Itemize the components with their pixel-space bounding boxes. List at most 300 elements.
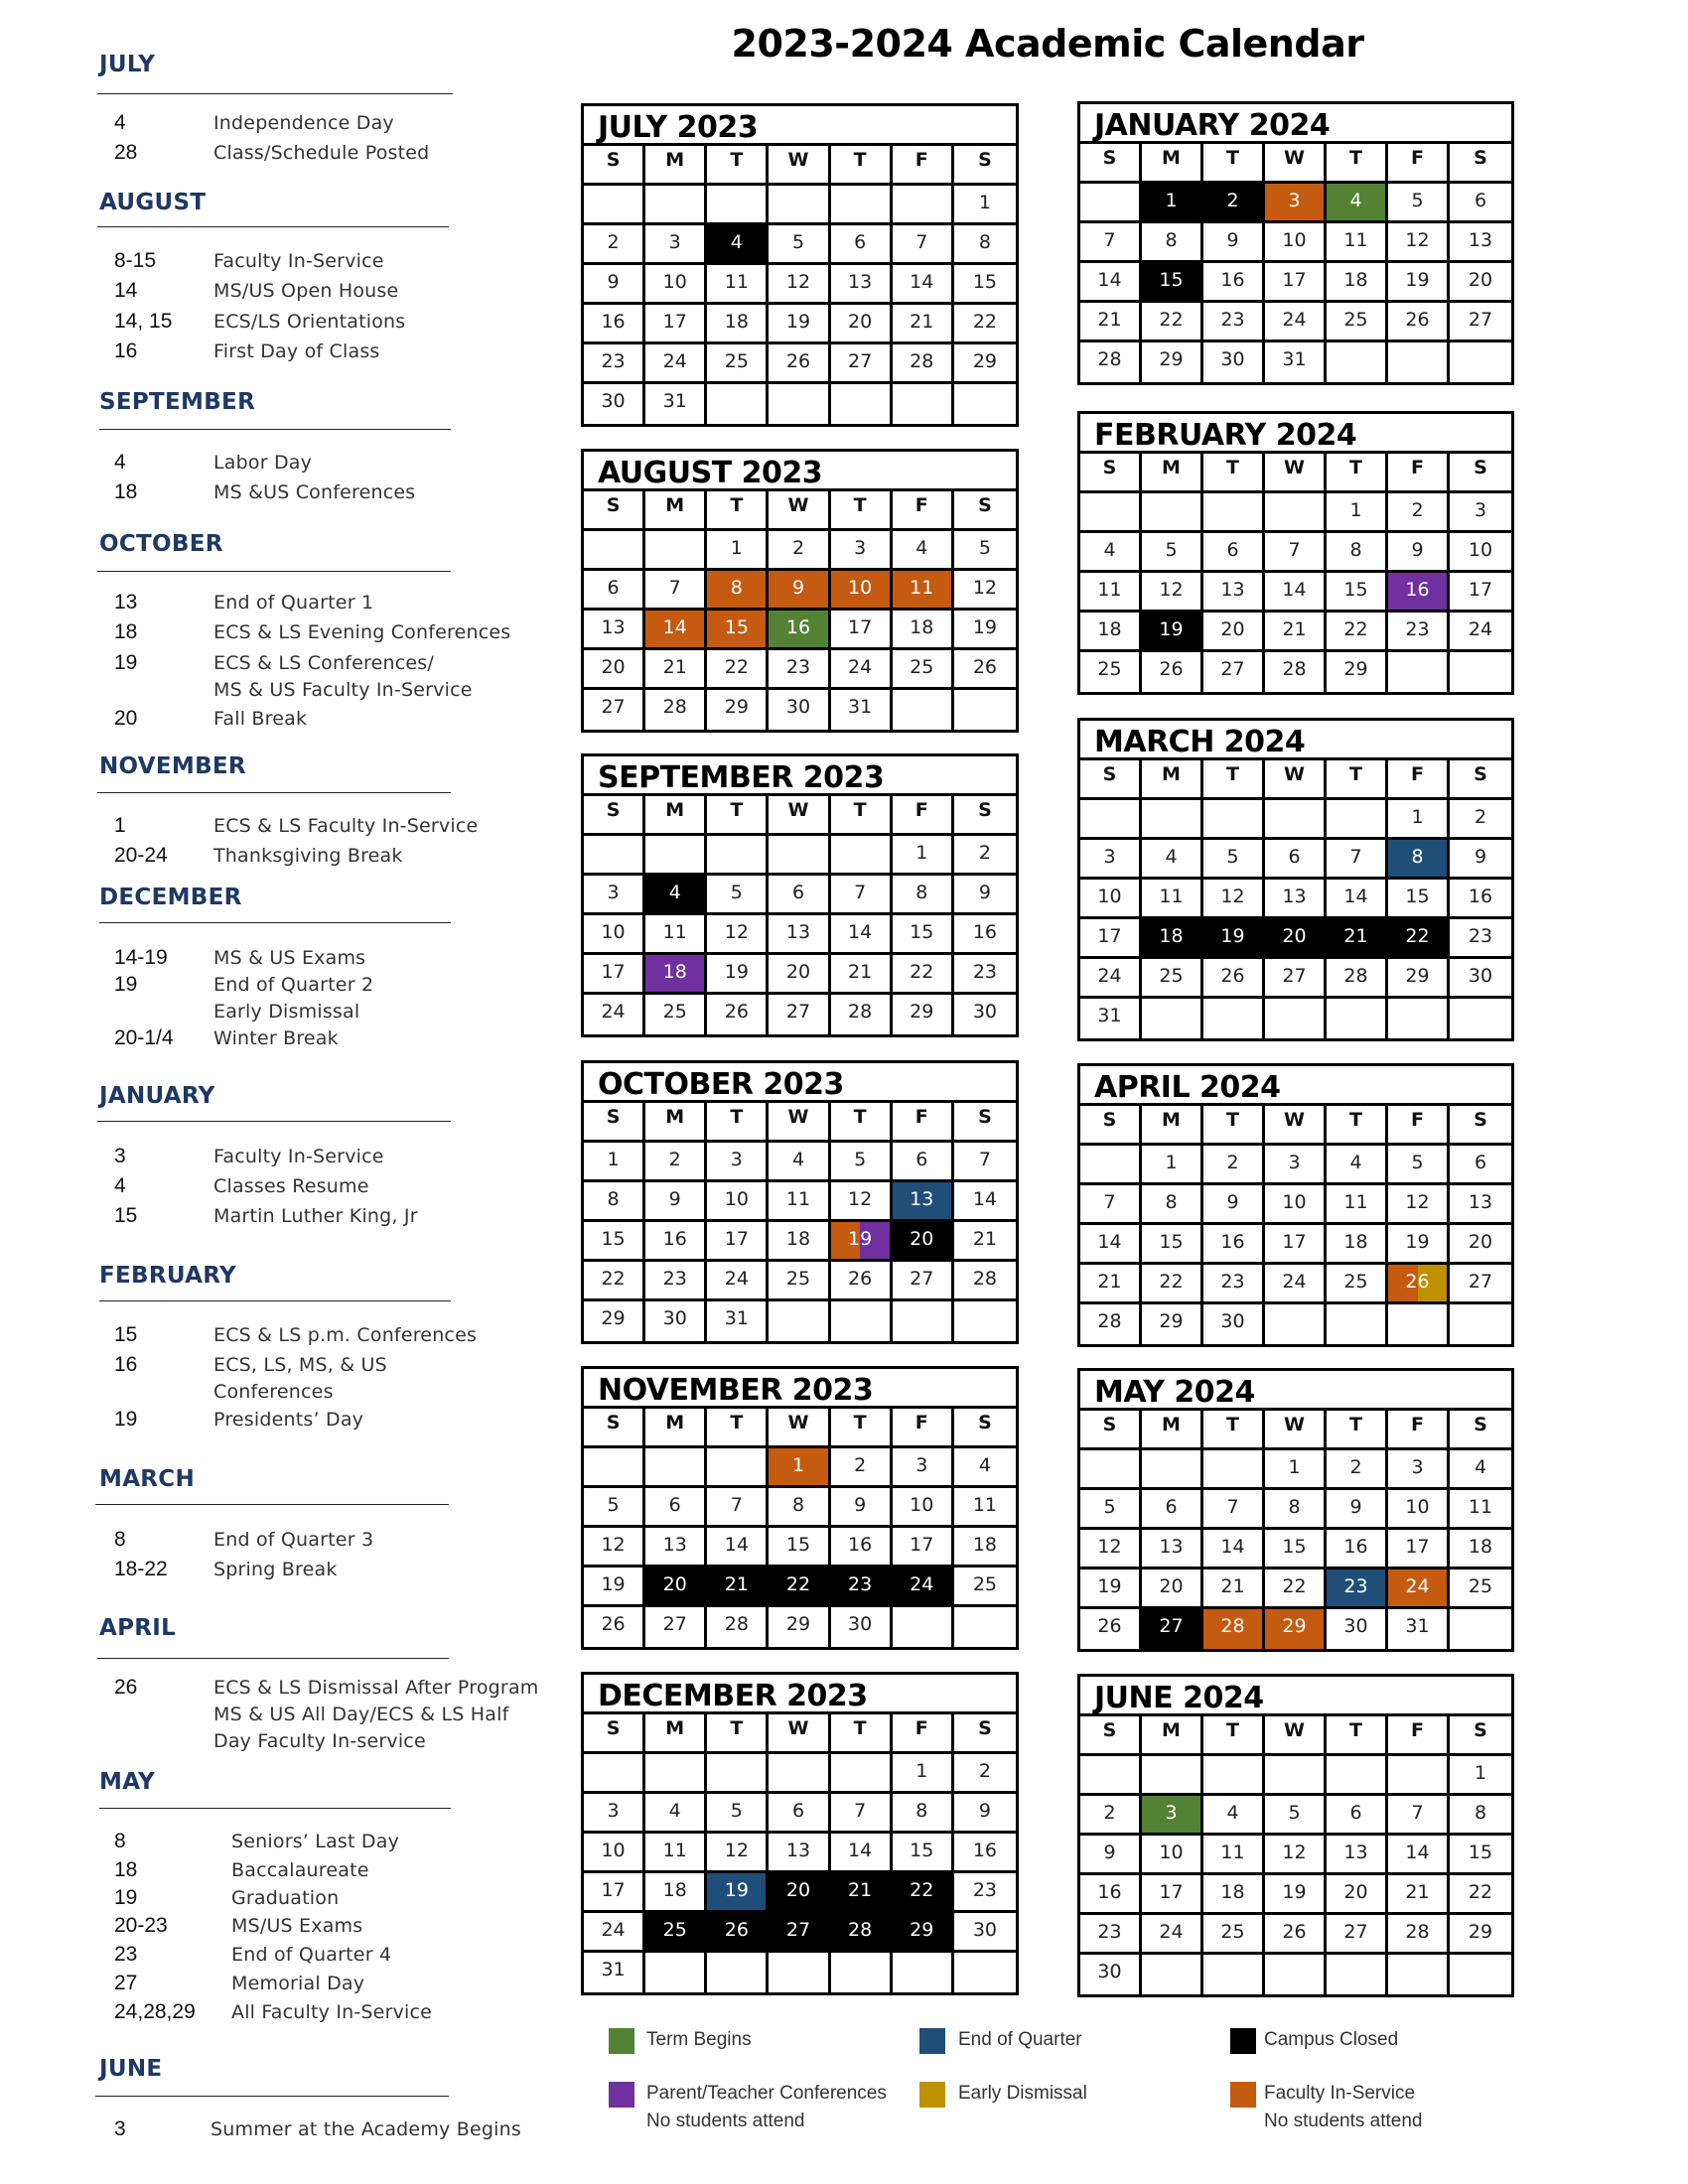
day-cell[interactable]	[1265, 1450, 1327, 1490]
day-cell[interactable]	[707, 571, 769, 611]
day-cell[interactable]	[1450, 1530, 1511, 1570]
day-cell[interactable]	[1450, 613, 1511, 652]
day-cell[interactable]	[769, 995, 830, 1034]
day-cell[interactable]	[831, 1834, 893, 1873]
day-cell[interactable]	[1265, 959, 1327, 999]
day-cell[interactable]	[1142, 1609, 1203, 1649]
day-cell[interactable]	[954, 1222, 1016, 1262]
day-cell[interactable]	[707, 1607, 769, 1647]
day-cell[interactable]	[893, 955, 954, 995]
day-cell[interactable]	[584, 305, 645, 344]
day-cell[interactable]	[769, 1834, 830, 1873]
day-cell[interactable]	[1327, 573, 1388, 613]
day-cell[interactable]	[831, 1913, 893, 1953]
day-cell[interactable]	[1265, 1225, 1327, 1265]
day-cell[interactable]	[893, 1488, 954, 1528]
day-cell[interactable]	[1327, 263, 1388, 303]
day-cell[interactable]	[645, 611, 707, 650]
day-cell[interactable]	[1327, 1836, 1388, 1875]
day-cell[interactable]	[707, 1222, 769, 1262]
day-cell[interactable]	[831, 1143, 893, 1182]
day-cell[interactable]	[769, 650, 830, 690]
day-cell[interactable]	[1327, 1875, 1388, 1915]
day-cell[interactable]	[1142, 1490, 1203, 1530]
day-cell[interactable]	[1450, 1875, 1511, 1915]
day-cell[interactable]	[1327, 1185, 1388, 1225]
day-cell[interactable]	[1142, 919, 1203, 959]
day-cell[interactable]	[645, 1794, 707, 1834]
day-cell[interactable]	[645, 265, 707, 305]
day-cell[interactable]	[831, 1568, 893, 1607]
day-cell[interactable]	[1080, 1265, 1142, 1304]
day-cell[interactable]	[1080, 1570, 1142, 1609]
day-cell[interactable]	[1388, 573, 1450, 613]
day-cell[interactable]	[1327, 1265, 1388, 1304]
day-cell[interactable]	[1388, 800, 1450, 840]
day-cell[interactable]	[1080, 1530, 1142, 1570]
day-cell[interactable]	[1450, 1185, 1511, 1225]
day-cell[interactable]	[1265, 1530, 1327, 1570]
day-cell[interactable]	[645, 690, 707, 730]
day-cell[interactable]	[1450, 493, 1511, 533]
day-cell[interactable]	[1203, 880, 1265, 919]
day-cell[interactable]	[645, 1222, 707, 1262]
day-cell[interactable]	[1142, 533, 1203, 573]
day-cell[interactable]	[707, 1143, 769, 1182]
day-cell[interactable]	[769, 571, 830, 611]
day-cell[interactable]	[1080, 959, 1142, 999]
day-cell[interactable]	[1388, 1225, 1450, 1265]
day-cell[interactable]	[1265, 223, 1327, 263]
day-cell[interactable]	[893, 1448, 954, 1488]
day-cell[interactable]	[645, 876, 707, 915]
day-cell[interactable]	[1265, 652, 1327, 692]
day-cell[interactable]	[1265, 342, 1327, 382]
day-cell[interactable]	[1327, 184, 1388, 223]
day-cell[interactable]	[707, 650, 769, 690]
day-cell[interactable]	[1450, 919, 1511, 959]
day-cell[interactable]	[954, 650, 1016, 690]
day-cell[interactable]	[893, 1794, 954, 1834]
day-cell[interactable]	[954, 1143, 1016, 1182]
day-cell[interactable]	[1203, 1915, 1265, 1955]
day-cell[interactable]	[645, 1607, 707, 1647]
day-cell[interactable]	[893, 876, 954, 915]
day-cell[interactable]	[1080, 573, 1142, 613]
day-cell[interactable]	[1265, 184, 1327, 223]
day-cell[interactable]	[1388, 1530, 1450, 1570]
day-cell[interactable]	[831, 611, 893, 650]
day-cell[interactable]	[1450, 1450, 1511, 1490]
day-cell[interactable]	[954, 305, 1016, 344]
day-cell[interactable]	[1265, 840, 1327, 880]
day-cell[interactable]	[1203, 1836, 1265, 1875]
day-cell[interactable]	[645, 1568, 707, 1607]
day-cell[interactable]	[1203, 1185, 1265, 1225]
day-cell[interactable]	[584, 876, 645, 915]
day-cell[interactable]	[893, 1528, 954, 1568]
day-cell[interactable]	[1203, 1530, 1265, 1570]
day-cell[interactable]	[1142, 1836, 1203, 1875]
day-cell[interactable]	[707, 915, 769, 955]
day-cell[interactable]	[645, 305, 707, 344]
day-cell[interactable]	[954, 265, 1016, 305]
day-cell[interactable]	[645, 1262, 707, 1301]
day-cell[interactable]	[1327, 493, 1388, 533]
day-cell[interactable]	[893, 1143, 954, 1182]
day-cell[interactable]	[1388, 840, 1450, 880]
day-cell[interactable]	[1388, 184, 1450, 223]
day-cell[interactable]	[1388, 1265, 1450, 1304]
day-cell[interactable]	[1203, 263, 1265, 303]
day-cell[interactable]	[831, 995, 893, 1034]
day-cell[interactable]	[769, 1607, 830, 1647]
day-cell[interactable]	[645, 955, 707, 995]
day-cell[interactable]	[831, 265, 893, 305]
day-cell[interactable]	[769, 1913, 830, 1953]
day-cell[interactable]	[584, 1794, 645, 1834]
day-cell[interactable]	[1265, 533, 1327, 573]
day-cell[interactable]	[645, 1873, 707, 1913]
day-cell[interactable]	[893, 836, 954, 876]
day-cell[interactable]	[954, 955, 1016, 995]
day-cell[interactable]	[1327, 1570, 1388, 1609]
day-cell[interactable]	[1327, 919, 1388, 959]
day-cell[interactable]	[584, 1222, 645, 1262]
day-cell[interactable]	[1388, 1875, 1450, 1915]
day-cell[interactable]	[1203, 573, 1265, 613]
day-cell[interactable]	[769, 1488, 830, 1528]
day-cell[interactable]	[1327, 840, 1388, 880]
day-cell[interactable]	[584, 1834, 645, 1873]
day-cell[interactable]	[645, 384, 707, 424]
day-cell[interactable]	[954, 1488, 1016, 1528]
day-cell[interactable]	[769, 1262, 830, 1301]
day-cell[interactable]	[1142, 223, 1203, 263]
day-cell[interactable]	[769, 344, 830, 384]
day-cell[interactable]	[893, 1873, 954, 1913]
day-cell[interactable]	[707, 1794, 769, 1834]
day-cell[interactable]	[1388, 1450, 1450, 1490]
day-cell[interactable]	[954, 1834, 1016, 1873]
day-cell[interactable]	[1080, 1875, 1142, 1915]
day-cell[interactable]	[1203, 652, 1265, 692]
day-cell[interactable]	[831, 1607, 893, 1647]
day-cell[interactable]	[1327, 652, 1388, 692]
day-cell[interactable]	[707, 995, 769, 1034]
day-cell[interactable]	[831, 1794, 893, 1834]
day-cell[interactable]	[584, 995, 645, 1034]
day-cell[interactable]	[954, 1528, 1016, 1568]
day-cell[interactable]	[1388, 1146, 1450, 1185]
day-cell[interactable]	[707, 225, 769, 265]
day-cell[interactable]	[1265, 613, 1327, 652]
day-cell[interactable]	[954, 571, 1016, 611]
day-cell[interactable]	[584, 1953, 645, 1992]
day-cell[interactable]	[1142, 1915, 1203, 1955]
day-cell[interactable]	[1080, 1185, 1142, 1225]
day-cell[interactable]	[769, 955, 830, 995]
day-cell[interactable]	[707, 690, 769, 730]
day-cell[interactable]	[1142, 652, 1203, 692]
day-cell[interactable]	[1080, 263, 1142, 303]
day-cell[interactable]	[584, 1607, 645, 1647]
day-cell[interactable]	[769, 225, 830, 265]
day-cell[interactable]	[1450, 533, 1511, 573]
day-cell[interactable]	[1080, 1609, 1142, 1649]
day-cell[interactable]	[1265, 1915, 1327, 1955]
day-cell[interactable]	[831, 305, 893, 344]
day-cell[interactable]	[1327, 1530, 1388, 1570]
day-cell[interactable]	[1080, 303, 1142, 342]
day-cell[interactable]	[584, 225, 645, 265]
day-cell[interactable]	[1388, 1609, 1450, 1649]
day-cell[interactable]	[707, 1488, 769, 1528]
day-cell[interactable]	[893, 915, 954, 955]
day-cell[interactable]	[954, 186, 1016, 225]
day-cell[interactable]	[1327, 533, 1388, 573]
day-cell[interactable]	[645, 1528, 707, 1568]
day-cell[interactable]	[893, 1262, 954, 1301]
day-cell[interactable]	[1265, 303, 1327, 342]
day-cell[interactable]	[769, 305, 830, 344]
day-cell[interactable]	[707, 876, 769, 915]
day-cell[interactable]	[954, 1913, 1016, 1953]
day-cell[interactable]	[769, 876, 830, 915]
day-cell[interactable]	[1450, 959, 1511, 999]
day-cell[interactable]	[893, 344, 954, 384]
day-cell[interactable]	[769, 1568, 830, 1607]
day-cell[interactable]	[1142, 1875, 1203, 1915]
day-cell[interactable]	[1265, 1875, 1327, 1915]
day-cell[interactable]	[1080, 342, 1142, 382]
day-cell[interactable]	[1142, 1225, 1203, 1265]
day-cell[interactable]	[1450, 303, 1511, 342]
day-cell[interactable]	[1080, 1955, 1142, 1994]
day-cell[interactable]	[893, 995, 954, 1034]
day-cell[interactable]	[1327, 1146, 1388, 1185]
day-cell[interactable]	[831, 1262, 893, 1301]
day-cell[interactable]	[954, 995, 1016, 1034]
day-cell[interactable]	[1142, 263, 1203, 303]
day-cell[interactable]	[831, 571, 893, 611]
day-cell[interactable]	[584, 955, 645, 995]
day-cell[interactable]	[1388, 1796, 1450, 1836]
day-cell[interactable]	[954, 1262, 1016, 1301]
day-cell[interactable]	[1142, 613, 1203, 652]
day-cell[interactable]	[1450, 1796, 1511, 1836]
day-cell[interactable]	[1142, 880, 1203, 919]
day-cell[interactable]	[1450, 1225, 1511, 1265]
day-cell[interactable]	[769, 1448, 830, 1488]
day-cell[interactable]	[1388, 1490, 1450, 1530]
day-cell[interactable]	[831, 650, 893, 690]
day-cell[interactable]	[1080, 1836, 1142, 1875]
day-cell[interactable]	[831, 1448, 893, 1488]
day-cell[interactable]	[1450, 1490, 1511, 1530]
day-cell[interactable]	[707, 955, 769, 995]
day-cell[interactable]	[1450, 263, 1511, 303]
day-cell[interactable]	[707, 1262, 769, 1301]
day-cell[interactable]	[893, 531, 954, 571]
day-cell[interactable]	[1203, 1146, 1265, 1185]
day-cell[interactable]	[1142, 184, 1203, 223]
day-cell[interactable]	[1203, 1490, 1265, 1530]
day-cell[interactable]	[954, 1794, 1016, 1834]
day-cell[interactable]	[1203, 533, 1265, 573]
day-cell[interactable]	[954, 611, 1016, 650]
day-cell[interactable]	[1142, 959, 1203, 999]
day-cell[interactable]	[1080, 880, 1142, 919]
day-cell[interactable]	[769, 1528, 830, 1568]
day-cell[interactable]	[1203, 1609, 1265, 1649]
day-cell[interactable]	[954, 1568, 1016, 1607]
day-cell[interactable]	[1450, 1146, 1511, 1185]
day-cell[interactable]	[584, 650, 645, 690]
day-cell[interactable]	[769, 265, 830, 305]
day-cell[interactable]	[1203, 959, 1265, 999]
day-cell[interactable]	[831, 1528, 893, 1568]
day-cell[interactable]	[584, 344, 645, 384]
day-cell[interactable]	[584, 1262, 645, 1301]
day-cell[interactable]	[769, 531, 830, 571]
day-cell[interactable]	[831, 1488, 893, 1528]
day-cell[interactable]	[954, 344, 1016, 384]
day-cell[interactable]	[954, 915, 1016, 955]
day-cell[interactable]	[645, 915, 707, 955]
day-cell[interactable]	[1203, 613, 1265, 652]
day-cell[interactable]	[1265, 1185, 1327, 1225]
day-cell[interactable]	[893, 1754, 954, 1794]
day-cell[interactable]	[645, 1301, 707, 1341]
day-cell[interactable]	[1080, 223, 1142, 263]
day-cell[interactable]	[831, 1873, 893, 1913]
day-cell[interactable]	[954, 876, 1016, 915]
day-cell[interactable]	[1327, 959, 1388, 999]
day-cell[interactable]	[645, 1913, 707, 1953]
day-cell[interactable]	[769, 1222, 830, 1262]
day-cell[interactable]	[584, 1873, 645, 1913]
day-cell[interactable]	[1265, 880, 1327, 919]
day-cell[interactable]	[769, 690, 830, 730]
day-cell[interactable]	[1203, 1225, 1265, 1265]
day-cell[interactable]	[1327, 1915, 1388, 1955]
day-cell[interactable]	[1265, 1570, 1327, 1609]
day-cell[interactable]	[893, 265, 954, 305]
day-cell[interactable]	[1142, 1530, 1203, 1570]
day-cell[interactable]	[1265, 1490, 1327, 1530]
day-cell[interactable]	[893, 1913, 954, 1953]
day-cell[interactable]	[831, 531, 893, 571]
day-cell[interactable]	[707, 265, 769, 305]
day-cell[interactable]	[707, 1301, 769, 1341]
day-cell[interactable]	[1388, 959, 1450, 999]
day-cell[interactable]	[893, 611, 954, 650]
day-cell[interactable]	[1203, 1570, 1265, 1609]
day-cell[interactable]	[1388, 613, 1450, 652]
day-cell[interactable]	[1203, 1265, 1265, 1304]
day-cell[interactable]	[584, 1568, 645, 1607]
day-cell[interactable]	[954, 1754, 1016, 1794]
day-cell[interactable]	[707, 611, 769, 650]
day-cell[interactable]	[645, 1182, 707, 1222]
day-cell[interactable]	[1203, 342, 1265, 382]
day-cell[interactable]	[1388, 1185, 1450, 1225]
day-cell[interactable]	[1450, 1265, 1511, 1304]
day-cell[interactable]	[1203, 919, 1265, 959]
day-cell[interactable]	[645, 995, 707, 1034]
day-cell[interactable]	[831, 876, 893, 915]
day-cell[interactable]	[769, 1794, 830, 1834]
day-cell[interactable]	[1265, 1146, 1327, 1185]
day-cell[interactable]	[584, 1528, 645, 1568]
day-cell[interactable]	[893, 1834, 954, 1873]
day-cell[interactable]	[831, 955, 893, 995]
day-cell[interactable]	[1142, 1146, 1203, 1185]
day-cell[interactable]	[584, 1301, 645, 1341]
day-cell[interactable]	[1080, 999, 1142, 1038]
day-cell[interactable]	[645, 344, 707, 384]
day-cell[interactable]	[1388, 223, 1450, 263]
day-cell[interactable]	[893, 305, 954, 344]
day-cell[interactable]	[1450, 800, 1511, 840]
day-cell[interactable]	[1450, 1756, 1511, 1796]
day-cell[interactable]	[707, 1568, 769, 1607]
day-cell[interactable]	[707, 344, 769, 384]
day-cell[interactable]	[584, 571, 645, 611]
day-cell[interactable]	[893, 1568, 954, 1607]
day-cell[interactable]	[1388, 493, 1450, 533]
day-cell[interactable]	[831, 915, 893, 955]
day-cell[interactable]	[1265, 573, 1327, 613]
day-cell[interactable]	[831, 344, 893, 384]
day-cell[interactable]	[1450, 573, 1511, 613]
day-cell[interactable]	[1142, 342, 1203, 382]
day-cell[interactable]	[1080, 533, 1142, 573]
day-cell[interactable]	[1327, 613, 1388, 652]
day-cell[interactable]	[1265, 1796, 1327, 1836]
day-cell[interactable]	[1265, 1836, 1327, 1875]
day-cell[interactable]	[1142, 1796, 1203, 1836]
day-cell[interactable]	[584, 915, 645, 955]
day-cell[interactable]	[707, 305, 769, 344]
day-cell[interactable]	[707, 1873, 769, 1913]
day-cell[interactable]	[645, 571, 707, 611]
day-cell[interactable]	[769, 611, 830, 650]
day-cell[interactable]	[1450, 1570, 1511, 1609]
day-cell[interactable]	[831, 1222, 893, 1262]
day-cell[interactable]	[831, 1182, 893, 1222]
day-cell[interactable]	[1080, 919, 1142, 959]
day-cell[interactable]	[893, 1182, 954, 1222]
day-cell[interactable]	[1080, 652, 1142, 692]
day-cell[interactable]	[1388, 919, 1450, 959]
day-cell[interactable]	[1142, 573, 1203, 613]
day-cell[interactable]	[831, 690, 893, 730]
day-cell[interactable]	[1327, 1796, 1388, 1836]
day-cell[interactable]	[1450, 184, 1511, 223]
day-cell[interactable]	[707, 1182, 769, 1222]
day-cell[interactable]	[584, 265, 645, 305]
day-cell[interactable]	[1450, 1915, 1511, 1955]
day-cell[interactable]	[1203, 1875, 1265, 1915]
day-cell[interactable]	[954, 1873, 1016, 1913]
day-cell[interactable]	[1142, 1304, 1203, 1344]
day-cell[interactable]	[1327, 1609, 1388, 1649]
day-cell[interactable]	[893, 571, 954, 611]
day-cell[interactable]	[707, 1528, 769, 1568]
day-cell[interactable]	[954, 1182, 1016, 1222]
